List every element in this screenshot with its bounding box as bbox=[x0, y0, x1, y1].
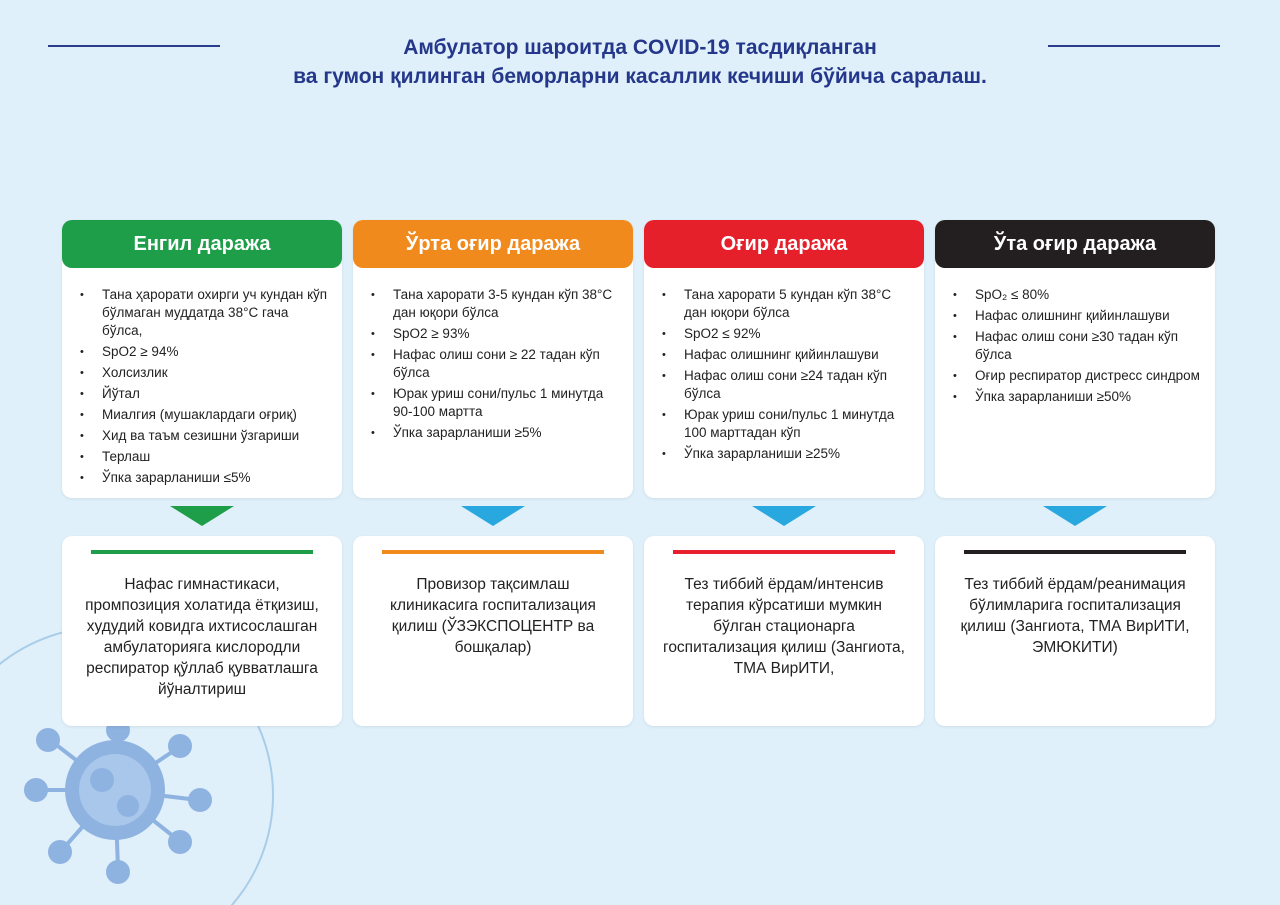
page-title-line-2: ва гумон қилинган беморларни касаллик кечиши бўйича саралаш. bbox=[293, 65, 987, 88]
down-arrow-icon bbox=[170, 506, 234, 526]
color-bar bbox=[382, 550, 604, 554]
symptom-item: • Юрак уриш сони/пульс 1 минутда 100 марттадан кўп bbox=[684, 406, 910, 442]
color-bar bbox=[964, 550, 1186, 554]
symptom-item: • Нафас олиш сони ≥24 тадан кўп бўлса bbox=[684, 367, 910, 403]
title-divider-left bbox=[48, 45, 220, 47]
down-arrow-icon bbox=[752, 506, 816, 526]
page-title bbox=[230, 33, 1050, 91]
action-box bbox=[935, 536, 1215, 726]
action-box bbox=[62, 536, 342, 726]
symptom-item: • Тана ҳарорати охирги уч кундан кўп бўлмаган муддатда 38°С гача бўлса, bbox=[102, 286, 328, 340]
action-text: Нафас гимнастикаси, промпозиция холатида ётқизиш, худудий ковидга ихтисослашган амбулаторияга кислородли респиратор қўллаб қувватлашга йўналтириш bbox=[85, 576, 319, 698]
symptom-item: • Нафас олиш сони ≥ 22 тадан кўп бўлса bbox=[393, 346, 619, 382]
symptom-item: • Миалгия (мушаклардаги оғриқ) bbox=[102, 406, 328, 424]
symptom-item: • Йўтал bbox=[102, 385, 328, 403]
symptom-item: • SpO2 ≤ 92% bbox=[684, 325, 910, 343]
severity-card bbox=[935, 220, 1215, 498]
symptom-item: • Тана харорати 3-5 кундан кўп 38°С дан юқори бўлса bbox=[393, 286, 619, 322]
symptom-item: • Ўпка зарарланиши ≥5% bbox=[393, 424, 619, 442]
severity-card bbox=[644, 220, 924, 498]
action-text: Тез тиббий ёрдам/реанимация бўлимларига госпитализация қилиш (Зангиота, ТМА ВирИТИ, ЭМЮКИТИ) bbox=[960, 576, 1190, 656]
symptom-item: • Нафас олишнинг қийинлашуви bbox=[975, 307, 1201, 325]
symptom-item: • Хид ва таъм сезишни ўзгариши bbox=[102, 427, 328, 445]
symptom-item: • Ўпка зарарланиши ≥50% bbox=[975, 388, 1201, 406]
symptom-item: • SpO₂ ≤ 80% bbox=[975, 286, 1201, 304]
symptom-item: • Тана харорати 5 кундан кўп 38°С дан юқори бўлса bbox=[684, 286, 910, 322]
symptom-item: • Холсизлик bbox=[102, 364, 328, 382]
page-title-line-1: Амбулатор шароитда COVID-19 тасдиқланган bbox=[403, 36, 877, 59]
symptom-item: • Ўпка зарарланиши ≥25% bbox=[684, 445, 910, 463]
down-arrow-icon bbox=[1043, 506, 1107, 526]
symptom-list bbox=[935, 268, 1215, 406]
symptom-item: • SpO2 ≥ 94% bbox=[102, 343, 328, 361]
symptom-list bbox=[62, 268, 342, 487]
severity-heading: Енгил даража bbox=[62, 220, 342, 268]
color-bar bbox=[91, 550, 313, 554]
symptom-item: • Нафас олишнинг қийинлашуви bbox=[684, 346, 910, 364]
severity-heading: Ўрта оғир даража bbox=[353, 220, 633, 268]
severity-column-severe bbox=[644, 220, 924, 677]
symptom-item: • Нафас олиш сони ≥30 тадан кўп бўлса bbox=[975, 328, 1201, 364]
down-arrow-icon bbox=[461, 506, 525, 526]
symptom-item: • SpO2 ≥ 93% bbox=[393, 325, 619, 343]
title-divider-right bbox=[1048, 45, 1220, 47]
severity-heading: Ўта оғир даража bbox=[935, 220, 1215, 268]
severity-card bbox=[353, 220, 633, 498]
action-box bbox=[644, 536, 924, 726]
symptom-item: • Терлаш bbox=[102, 448, 328, 466]
severity-column-mild bbox=[62, 220, 342, 698]
symptom-item: • Юрак уриш сони/пульс 1 минутда 90-100 мартта bbox=[393, 385, 619, 421]
color-bar bbox=[673, 550, 895, 554]
severity-column-moderate bbox=[353, 220, 633, 656]
symptom-list bbox=[353, 268, 633, 442]
action-text: Провизор тақсимлаш клиникасига госпитализация қилиш (ЎЗЭКСПОЦЕНТР ва бошқалар) bbox=[390, 576, 596, 656]
action-text: Тез тиббий ёрдам/интенсив терапия кўрсатиши мумкин бўлган стационарга госпитализация қилиш (Зангиота, ТМА ВирИТИ, bbox=[663, 576, 905, 677]
symptom-list bbox=[644, 268, 924, 463]
symptom-item: • Ўпка зарарланиши ≤5% bbox=[102, 469, 328, 487]
severity-card bbox=[62, 220, 342, 498]
severity-heading: Оғир даража bbox=[644, 220, 924, 268]
symptom-item: • Оғир респиратор дистресс синдром bbox=[975, 367, 1201, 385]
severity-column-critical bbox=[935, 220, 1215, 656]
action-box bbox=[353, 536, 633, 726]
